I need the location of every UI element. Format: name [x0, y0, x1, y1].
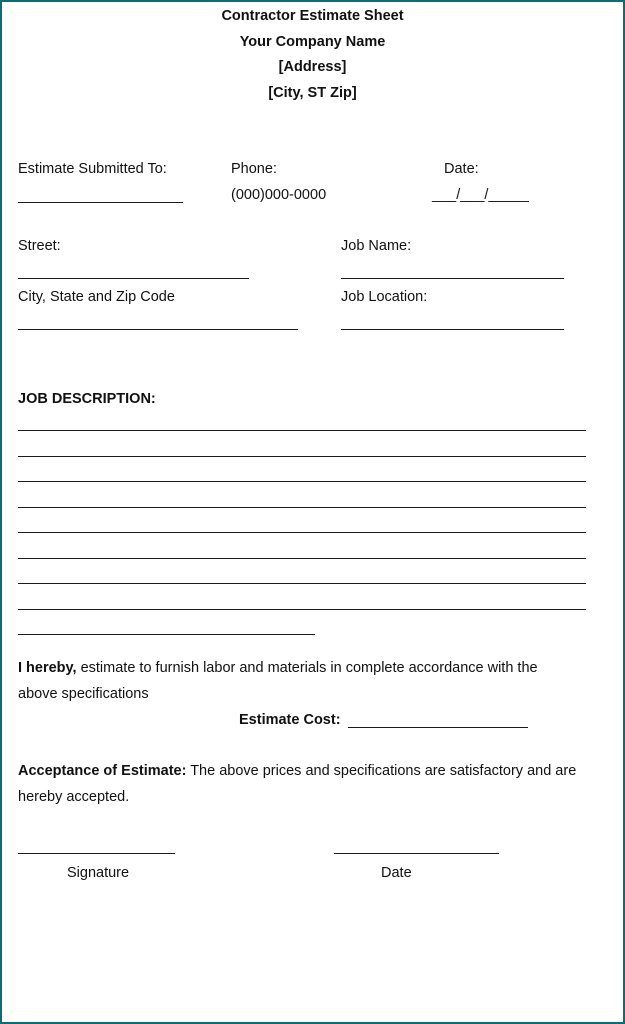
- document-title: Contractor Estimate Sheet: [221, 8, 404, 24]
- job-description-line-4[interactable]: [18, 507, 586, 508]
- submitted-to-label: Estimate Submitted To:: [18, 161, 167, 177]
- job-description-line-6[interactable]: [18, 558, 586, 559]
- company-city-line: [City, ST Zip]: [268, 85, 357, 101]
- company-address: [Address]: [278, 59, 347, 75]
- street-label: Street:: [18, 238, 61, 254]
- signature-field[interactable]: [18, 853, 175, 854]
- date-label: Date:: [444, 161, 479, 177]
- acceptance-paragraph: [18, 758, 608, 810]
- job-description-line-1[interactable]: [18, 430, 586, 431]
- job-description-line-3[interactable]: [18, 481, 586, 482]
- job-location-field[interactable]: [341, 329, 564, 330]
- job-description-line-7[interactable]: [18, 583, 586, 584]
- phone-value[interactable]: (000)000-0000: [231, 187, 327, 203]
- job-location-label: Job Location:: [341, 289, 428, 305]
- job-name-label: Job Name:: [341, 238, 412, 254]
- statement-text: estimate to furnish labor and materials in complete accordance with the above specifications: [18, 660, 538, 702]
- statement-paragraph: [18, 655, 578, 707]
- estimate-cost-label: Estimate Cost:: [239, 712, 341, 728]
- statement-lead: I hereby,: [18, 660, 77, 676]
- signature-date-label: Date: [381, 865, 412, 881]
- signature-label: Signature: [67, 865, 130, 881]
- job-description-line-8[interactable]: [18, 609, 586, 610]
- job-name-field[interactable]: [341, 278, 564, 279]
- acceptance-lead: Acceptance of Estimate:: [18, 763, 187, 779]
- city-state-zip-label: City, State and Zip Code: [18, 289, 175, 305]
- signature-date-field[interactable]: [334, 853, 499, 854]
- city-state-zip-field[interactable]: [18, 329, 298, 330]
- company-name: Your Company Name: [239, 34, 386, 50]
- job-description-line-5[interactable]: [18, 532, 586, 533]
- street-field[interactable]: [18, 278, 249, 279]
- job-description-line-2[interactable]: [18, 456, 586, 457]
- phone-label: Phone:: [231, 161, 277, 177]
- date-field[interactable]: ___/___/_____: [432, 187, 529, 203]
- job-description-label: JOB DESCRIPTION:: [18, 391, 156, 407]
- job-description-line-9[interactable]: [18, 634, 315, 635]
- estimate-cost-field[interactable]: [348, 727, 528, 728]
- submitted-to-field[interactable]: [18, 202, 183, 203]
- acceptance-text: The above prices and specifications are satisfactory and are hereby accepted.: [18, 763, 577, 805]
